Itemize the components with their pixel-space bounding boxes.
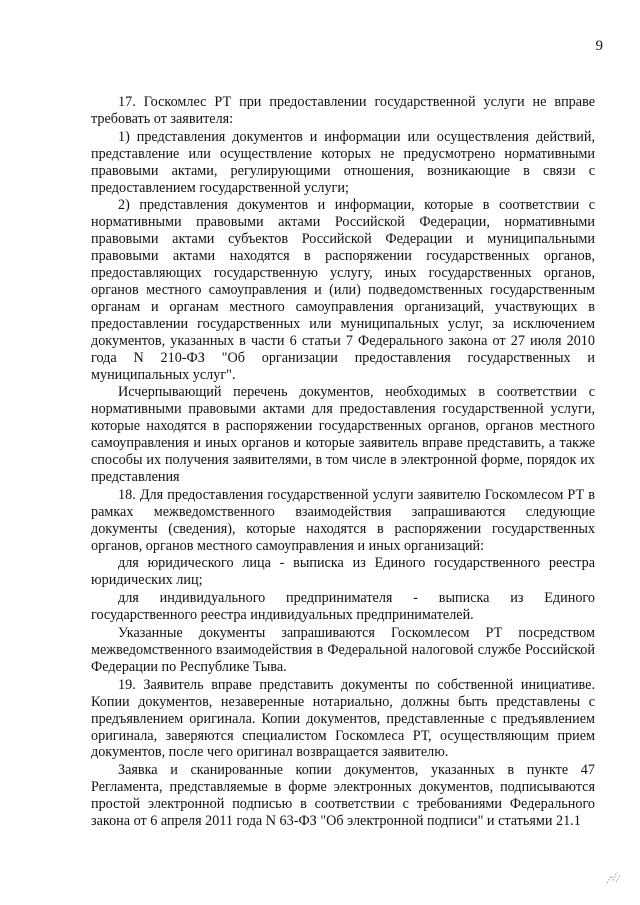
paragraph-17-item-2: 2) представления документов и информации, которые в соответствии с нормативными правовыми актами Российской Федерации, нормативными правовыми актами субъектов Российской Федерации и муниципальными правовыми актами находятся в распоряжении государственных органов, предоставляющих государственную услугу, иных государственных органов, органов местного самоуправления и (или) подведомственных государственным органам и органам местного самоуправления организаций, участвующих в предоставлении государственных или муниципальных услуг, за исключением документов, указанных в части 6 статьи 7 Федерального закона от 27 июля 2010 года N 210-ФЗ "Об организации предоставления государственных и муниципальных услуг". — [91, 197, 595, 383]
paragraph-19: 19. Заявитель вправе представить документы по собственной инициативе. Копии документов, незаверенные нотариально, должны быть представлены с предъявлением оригинала. Копии документов, представленные с предъявлением оригинала, заверяются специалистом Госкомлеса РТ, осуществляющим прием документов, после чего оригинал возвращается заявителю. — [91, 676, 595, 761]
paragraph-18-request: Указанные документы запрашиваются Госкомлесом РТ посредством межведомственного взаимодействия в Федеральной налоговой службе Российской Федерации по Республике Тыва. — [91, 625, 595, 675]
paragraph-18-legal-entity: для юридического лица - выписка из Единого государственного реестра юридических лиц; — [91, 555, 595, 589]
paragraph-list-heading: Исчерпывающий перечень документов, необходимых в соответствии с нормативными правовыми актами для предоставления государственной услуги, которые находятся в распоряжении государственных органов, органов местного самоуправления и иных органов и которые заявитель вправе представить, а также способы их получения заявителями, в том числе в электронной форме, порядок их представления — [91, 384, 595, 485]
paragraph-17-intro: 17. Госкомлес РТ при предоставлении государственной услуги не вправе требовать от заявителя: — [91, 94, 595, 127]
document-body — [91, 94, 595, 831]
paragraph-18: 18. Для предоставления государственной услуги заявителю Госкомлесом РТ в рамках межведомственного взаимодействия запрашиваются следующие документы (сведения), которые находятся в распоряжении государственных органов, органов местного самоуправления и иных организаций: — [91, 486, 595, 554]
paragraph-19-electronic: Заявка и сканированные копии документов, указанных в пункте 47 Регламента, представляемые в форме электронных документов, подписываются простой электронной подписью в соответствии с требованиями Федерального закона от 6 апреля 2011 года N 63-ФЗ "Об электронной подписи" и статьями 21.1 — [91, 762, 595, 830]
page-number: 9 — [595, 38, 603, 54]
margin-scribble-mark — [604, 867, 624, 887]
paragraph-17-item-1: 1) представления документов и информации или осуществления действий, представление или осуществление которых не предусмотрено нормативными правовыми актами, регулирующими отношения, возникающие в связи с предоставлением государственной услуги; — [91, 128, 595, 196]
paragraph-18-entrepreneur: для индивидуального предпринимателя - выписка из Единого государственного реестра индивидуальных предпринимателей. — [91, 590, 595, 624]
